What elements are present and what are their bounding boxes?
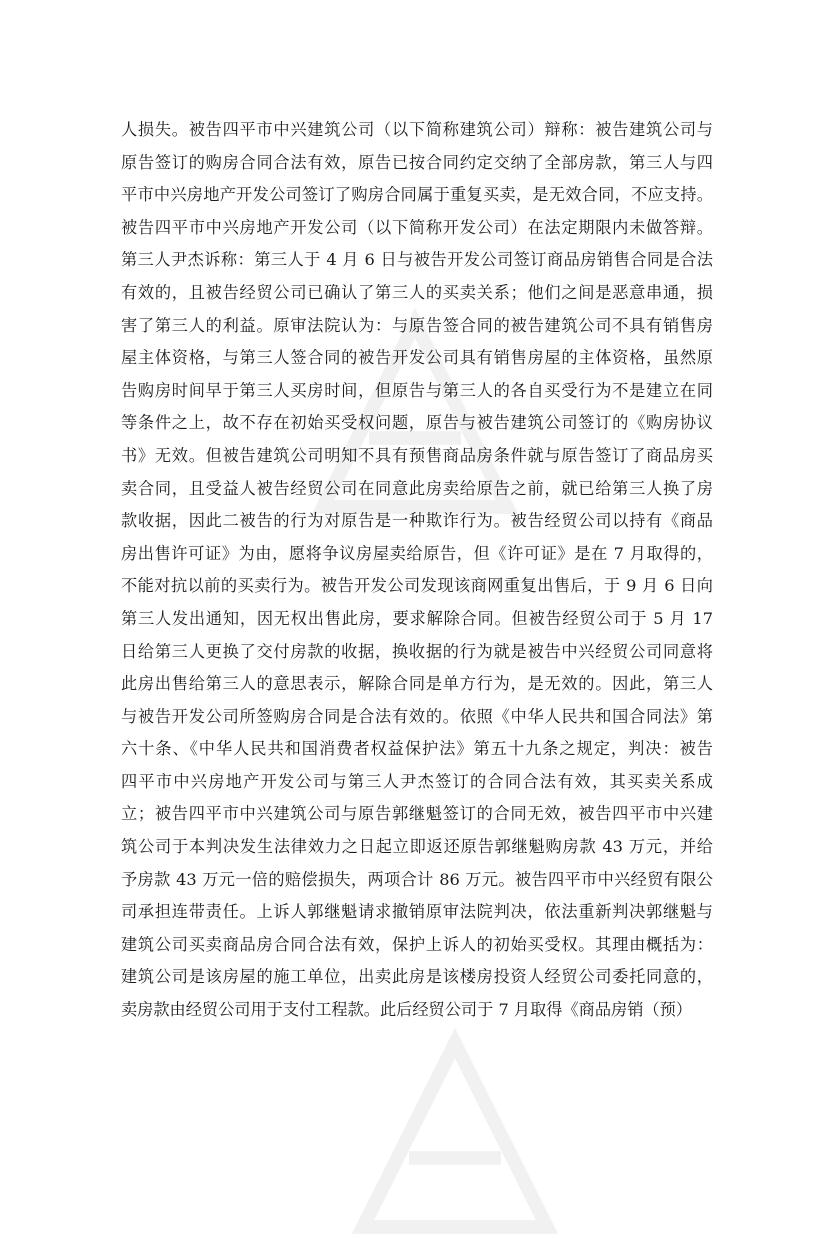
text-line: 建筑公司买卖商品房合同合法有效，保护上诉人的初始买受权。其理由概括为： — [121, 934, 713, 954]
text-line: 等条件之上，故不存在初始买受权问题，原告与被告建筑公司签订的《购房协议 — [121, 413, 713, 433]
body-text — [121, 114, 713, 1027]
watermark-icon — [340, 1020, 570, 1250]
text-line: 害了第三人的利益。原审法院认为：与原告签合同的被告建筑公司不具有销售房 — [121, 315, 713, 335]
text-line: 书》无效。但被告建筑公司明知不具有预售商品房条件就与原告签订了商品房买 — [121, 445, 713, 465]
text-line: 房出售许可证》为由，愿将争议房屋卖给原告，但《许可证》是在 7 月取得的， — [121, 543, 713, 563]
text-line: 不能对抗以前的买卖行为。被告开发公司发现该商网重复出售后，于 9 月 6 日向 — [121, 576, 713, 596]
text-line: 日给第三人更换了交付房款的收据，换收据的行为就是被告中兴经贸公司同意将 — [121, 641, 713, 661]
text-line: 此房出售给第三人的意思表示，解除合同是单方行为，是无效的。因此，第三人 — [121, 674, 713, 694]
text-line: 建筑公司是该房屋的施工单位，出卖此房是该楼房投资人经贸公司委托同意的， — [121, 967, 713, 987]
text-line: 立；被告四平市中兴建筑公司与原告郭继魁签订的合同无效，被告四平市中兴建 — [121, 804, 713, 824]
text-line: 原告签订的购房合同合法有效，原告已按合同约定交纳了全部房款，第三人与四 — [121, 152, 713, 172]
text-line: 予房款 43 万元一倍的赔偿损失，两项合计 86 万元。被告四平市中兴经贸有限公 — [121, 869, 713, 889]
text-line: 平市中兴房地产开发公司签订了购房合同属于重复买卖，是无效合同，不应支持。 — [121, 185, 713, 205]
text-line: 被告四平市中兴房地产开发公司（以下简称开发公司）在法定期限内未做答辩。 — [121, 217, 713, 237]
text-line: 屋主体资格，与第三人签合同的被告开发公司具有销售房屋的主体资格，虽然原 — [121, 348, 713, 368]
text-line: 与被告开发公司所签购房合同是合法有效的。依照《中华人民共和国合同法》第 — [121, 706, 713, 726]
text-line: 四平市中兴房地产开发公司与第三人尹杰签订的合同合法有效，其买卖关系成 — [121, 771, 713, 791]
text-line: 人损失。被告四平市中兴建筑公司（以下简称建筑公司）辩称：被告建筑公司与 — [121, 120, 713, 139]
text-line: 有效的，且被告经贸公司已确认了第三人的买卖关系；他们之间是恶意串通，损 — [121, 282, 713, 302]
text-line: 款收据，因此二被告的行为对原告是一种欺诈行为。被告经贸公司以持有《商品 — [121, 511, 713, 531]
text-line: 卖房款由经贸公司用于支付工程款。此后经贸公司于 7 月取得《商品房销（预） — [121, 1000, 692, 1020]
text-line: 卖合同，且受益人被告经贸公司在同意此房卖给原告之前，就已给第三人换了房 — [121, 478, 713, 498]
text-line: 第三人发出通知，因无权出售此房，要求解除合同。但被告经贸公司于 5 月 17 — [121, 608, 713, 628]
text-line: 筑公司于本判决发生法律效力之日起立即返还原告郭继魁购房款 43 万元，并给 — [121, 837, 713, 857]
text-line: 六十条、《中华人民共和国消费者权益保护法》第五十九条之规定，判决：被告 — [121, 739, 713, 759]
text-line: 告购房时间早于第三人买房时间，但原告与第三人的各自买受行为不是建立在同 — [121, 380, 713, 400]
text-line: 第三人尹杰诉称：第三人于 4 月 6 日与被告开发公司签订商品房销售合同是合法 — [121, 250, 713, 270]
text-line: 司承担连带责任。上诉人郭继魁请求撤销原审法院判决，依法重新判决郭继魁与 — [121, 902, 713, 922]
